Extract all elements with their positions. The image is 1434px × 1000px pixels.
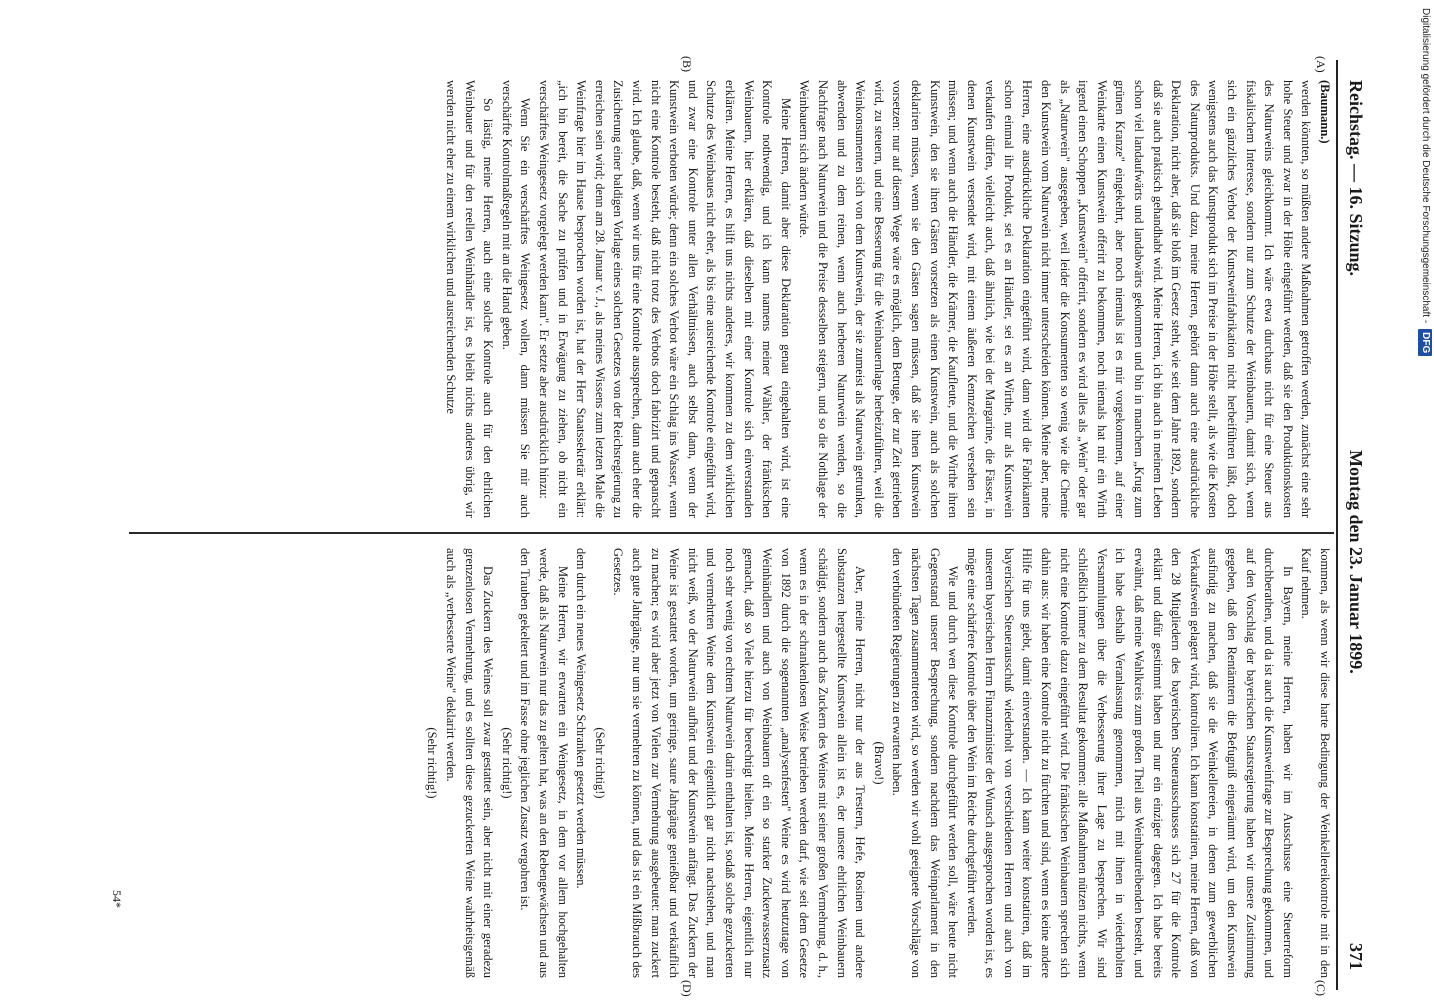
paragraph: Das Zuckern des Weines soll zwar gestattet sein, aber nicht mit einer geradezu grenzenlosen Vermehrung, und es sollten diese gezuckerten Weine wahrheitsgemäß auch als „verbesserte Weine" deklarirt werden.: [444, 548, 496, 978]
running-head-date: Montag den 23. Januar 1899.: [1346, 450, 1366, 674]
paragraph: Wenn Sie ein verschärftes Weingesetz wollen, dann müssen Sie mir auch verschärfte Kontrolmaßregeln mit an die Hand geben.: [499, 80, 533, 518]
left-column: [129, 80, 1334, 518]
paragraph: werden könnten, so müßten andere Maßnahmen getroffen werden, zunächst eine sehr hohe Steuer und zwar in der Höhe eingeführt werden, daß sie den Produktionskosten des Naturweins gleichkommt. Ich wäre etwa durchaus nicht für eine Steuer aus fiskalischem Interesse, sondern nur zum Schutze der Weinbauern, damit sich, wenn sich ein gänzliches Verbot der Kunstweinfabrikation nicht herbeiführen läßt, doch wenigstens auch das Kunstprodukt sich im Preise in der Höhe stellt, als wie die Kosten des Naturprodukts. Und dazu, meine Herren, gehört dann auch eine ausdrückliche Deklaration, nicht aber, daß sie bloß im Gesetz steht, wie seit dem Jahre 1892, sondern daß sie auch praktisch gehandhabt wird. Meine Herren, ich bin auch in meinem Leben schon viel landaufwärts und landabwärts gekommen und bin in manchem „Krug zum grünen Kranze" eingekehrt, aber noch niemals ist es mir vorgekommen, auf einer Weinkarte einen Kunstwein offerirt zu bekommen, noch niemals hat mir ein Wirth irgend einen Schoppen „Kunstwein" offerirt, sondern es wird alles als „Wein" oder gar als „Naturwein" ausgegeben, weil leider die Konsumenten so wenig wie die Chemie den Kunstwein vom Naturwein nicht immer unterscheiden können. Meine aber, meine Herren, eine ausdrückliche Deklaration eingeführt wird, dann wird die Fabrikanten schon einmal ihr Produkt, sei es an Händler, sei es an Wirthe, nur als Kunstwein verkaufen dürfen, vielleicht auch, daß ähnlich, wie bei der Margarine, die Fässer, in denen Kunstwein versendet wird, mit einem äußeren Kennzeichen versehen sein müssen; und wenn auch die Händler, die Krämer, die Kaufleute, und die Wirthe ihren Kunstwein, den sie ihren Gästen vorsetzen als einen Kunstwein, auch als solchen deklariren müssen, wenn sie den Gästen sagen müssen, daß sie ihnen Kunstwein vorsetzen: nur auf diesem Wege wäre es möglich, dem Betruge, der zur Zeit getrieben wird, zu steuern, und eine Besserung für die Weinbauernlage herbeizuführen, weil die Weinkonsumenten sich von dem Kunstwein, der sie zumeist als Naturwein getrunken, abwenden und zu dem reinen, wenn auch herberen Naturwein wenden, so die Nachfrage nach Naturwein und die Preise desselben steigern, und so die Nothlage der Weinbauern sich ändern würde.: [797, 80, 1314, 518]
interjection: (Bravo!): [871, 741, 886, 785]
notice-text: Digitalisierung gefördert durch die Deutsche Forschungsgemeinschaft -: [1420, 8, 1431, 324]
document-page: [34, 0, 1434, 1000]
digitization-notice-text: [1418, 8, 1432, 768]
paragraph: In Bayern, meine Herren, haben wir im Ausschusse eine Steuerreform durchberathen, und da ist auch die Kunstweinfrage zur Besprechung gekommen, und auf den Vorschlag der bayerischen Staatsregierung haben wir unsere Zustimmung gegeben, daß den Rentämtern die Befugniß eingeräumt wird, um den Kunstwein ausfindig zu machen, daß sie die Weinkellereien, in denen zum gewerblichen Verkaufswein gelagert wird, kontroliren. Ich kann konstatiren, meine Herren, daß von den 28 Mitgliedern des bayerischen Steuerausschusses sich 27 für die Kontrole erklärt und dafür gestimmt haben und nur ein einziger dagegen. Ich habe bereits erwähnt, daß meine Wahlkreis zum großen Theil aus Weinbautreibenden besteht, und ich habe deshalb Veranlassung genommen, mich mit ihnen in wiederholten Versammlungen über die Verbesserung ihrer Lage zu besprechen. Wir sind schließlich immer zu dem Resultat gekommen: alle Maßnahmen nützen nichts, wenn nicht eine Kontrole dazu eingeführt wird. Die fränkischen Weinbauern sprechen sich dahin aus: wir haben eine Kontrole nicht zu fürchten und sind, wenn es keine andere Hilfe für uns giebt, damit einverstanden. — Ich kann weiter konstatiren, daß im bayerischen Steuerausschuß wiederholt von verschiedenen Herren und auch von unserem bayerischen Herrn Finanzminister der Wunsch ausgesprochen worden ist, es möge eine schärfere Kontrole über den Wein im Reiche durchgeführt werden.: [964, 548, 1295, 978]
running-head: [1336, 10, 1370, 990]
margin-marker-c: (C): [1314, 980, 1328, 996]
column-divider: [129, 532, 1334, 534]
dfg-logo: DFG: [1418, 329, 1432, 356]
signature-mark: 54*: [110, 890, 124, 908]
paragraph: Meine Herren, damit aber diese Deklaration genau eingehalten wird, ist eine Kontrole nothwendig, und ich kann namens meiner Wähler, der fränkischen Weinbauern, hier erklären, daß dieselben mit einer Kontrole sich einverstanden erklären. Meine Herren, es hilft uns nichts anderes, wir kommen zu dem wirklichen Schutze des Weinbaues nicht eher, als bis eine ausreichende Kontrole eingeführt wird, und zwar eine Kontrole unter allen Verhältnissen, auch selbst dann, wenn der Kunstwein verboten würde; denn ein solches Verbot wäre ein Schlag ins Wasser, wenn nicht eine Kontrole besteht, daß nicht trotz des Verbots doch fabrizirt und gepanscht wird. Ich glaube, daß, wenn wir uns für eine Kontrole aussprechen, dann auch eher die Zusicherung einer baldigen Vorlage eines solchen Gesetzes von der Reichsregierung zu erreichen sein wird; denn am 28. Januar v. J., als meines Wissens zum letzten Male die Weinfrage hier im Hause besprochen worden ist, hat der Herr Staatssekretär erklärt: „ich bin bereit, die Sache zu prüfen und in Erwägung zu ziehen, ob nicht ein verschärftes Weingesetz vorgelegt werden kann". Er setzte aber ausdrücklich hinzu:: [537, 80, 793, 518]
right-column: [129, 548, 1334, 978]
margin-marker-d: (D): [680, 980, 694, 997]
margin-marker-a: (A): [1314, 56, 1328, 73]
paragraph: Meine Herren, wir erwarten ein Weingesetz, in dem vor allem hochgehalten werde, daß als Naturwein nur das zu gelten hat, was an den Rebengewächsen und aus den Trauben gekeltert und im Fasse ohne jeglichen Zusatz vergohren ist.: [518, 548, 570, 978]
interjection: (Sehr richtig!): [425, 727, 440, 799]
paragraph: Aber, meine Herren, nicht nur der aus Trestern, Hefe, Rosinen und andere Substanzen hergestellte Kunstwein allein ist es, der unsere ehrlichen Weinbauern schädigt, sondern auch das Zuckern des Weines mit seiner großen Vermehrung, d. h., wenn es in der schrankenlosen Weise betrieben werden darf, wie seit dem Gesetze von 1892 durch die sogenannten „analysenfesten" Weine es wird heutzutage von Weinhändlern und auch von Weinbauern oft ein so starker Zuckerwasserzusatz gemacht, daß so Viele hierzu für berechtigt hielten. Meine Herren, eigentlich nur noch sehr wenig von echtem Naturwein darin enthalten ist, sodaß solche gezuckerten und vermehrten Weine dem Kunstwein eigentlich gar nicht nachstehen, und man nicht weiß, wo der Naturwein aufhört und der Kunstwein anfängt. Das Zuckern der Weine ist gestattet worden, um geringe, saure Jahrgänge genießbar und verkäuflich zu machen; es wird aber jetzt von Vielen zur Vermehrung ausgebeutet: man zuckert auch gute Jahrgänge, nur um sie vermehren zu können, und das ist ein Mißbrauch des Gesetzes.: [611, 548, 868, 978]
speaker-name: (Baumann.): [1318, 80, 1332, 144]
margin-marker-b: (B): [680, 56, 694, 72]
header-rule: [1336, 60, 1338, 990]
running-head-left: Reichstag. — 16. Sitzung.: [1346, 80, 1366, 277]
interjection: (Sehr richtig!): [499, 727, 514, 799]
digitization-notice: [1418, 8, 1432, 768]
paragraph: kommen, als wenn wir diese harte Bedingung der Weinkellereikontrole mit in den Kauf nehmen.: [1299, 548, 1332, 978]
paragraph: dem durch ein neues Weingesetz Schranken gesetzt werden müssen.: [574, 548, 589, 889]
interjection: (Sehr richtig!): [592, 727, 607, 799]
paragraph: So lästig, meine Herren, auch eine solche Kontrole auch für den ehrlichen Weinbauer und für den reellen Weinhändler ist, es bleibt nichts anderes übrig, wir werden nicht eher zu einem wirklichen und ausreichenden Schutze: [444, 80, 496, 518]
paragraph: Wie und durch wen diese Kontrole durchgeführt werden soll, wäre heute nicht Gegenstand unserer Besprechung, sondern nachdem das Weinparlament in den nächsten Tagen zusammentreten wird, so werden wir wohl geeignete Vorschläge von den verbündeten Regierungen zu erwarten haben.: [890, 548, 961, 978]
page-number: 371: [1346, 943, 1366, 970]
